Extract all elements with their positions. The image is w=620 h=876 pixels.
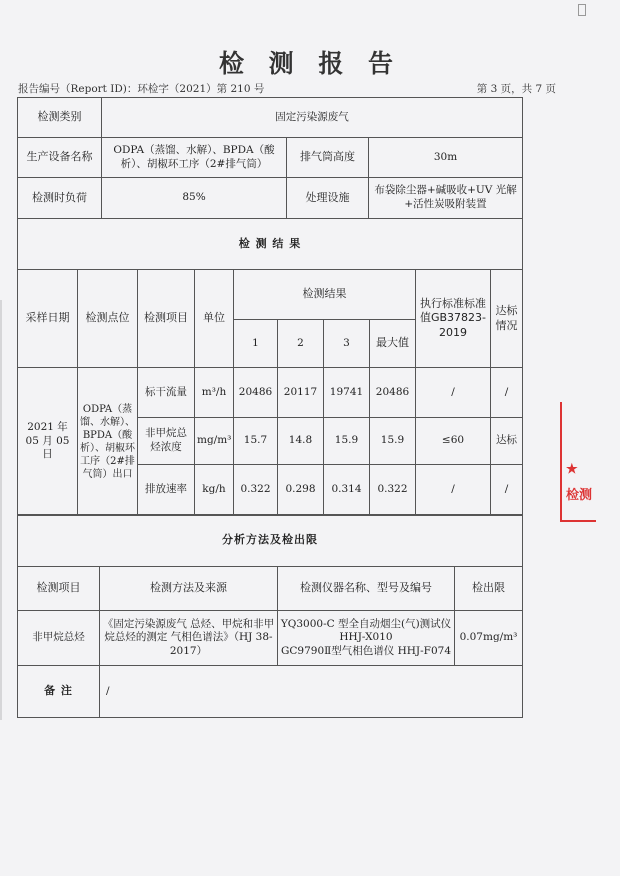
row-item: 标干流量 — [138, 368, 195, 418]
row-value-2: 14.8 — [278, 418, 324, 465]
analysis-section-title: 分析方法及检出限 — [18, 515, 523, 567]
row-unit: kg/h — [195, 465, 234, 516]
load-value: 85% — [102, 178, 287, 219]
row-unit: m³/h — [195, 368, 234, 418]
facility-label: 处理设施 — [287, 178, 369, 219]
table-row — [18, 368, 523, 418]
row-compliance: 达标 — [491, 418, 523, 465]
col-analysis-item: 检测项目 — [18, 567, 100, 611]
row-standard: / — [416, 465, 491, 516]
report-id: 报告编号（Report ID)：环检字（2021）第 210 号 — [18, 83, 265, 95]
col-test-item: 检测项目 — [138, 270, 195, 368]
sampling-point: ODPA（蒸馏、水解）、BPDA（酸析）、胡椒环工序（2#排气筒）出口 — [78, 368, 138, 516]
sub-col-max: 最大值 — [370, 320, 416, 368]
col-detection-limit: 检出限 — [455, 567, 523, 611]
analysis-method: 《固定污染源废气 总烃、甲烷和非甲烷总烃的测定 气相色谱法》（HJ 38-2017） — [100, 611, 278, 666]
row-item: 非甲烷总烃浓度 — [138, 418, 195, 465]
row-compliance: / — [491, 465, 523, 516]
info-table — [17, 97, 523, 219]
col-standard: 执行标准标准值GB37823-2019 — [416, 270, 491, 368]
load-label: 检测时负荷 — [18, 178, 102, 219]
row-value-1: 20486 — [234, 368, 278, 418]
row-standard: / — [416, 368, 491, 418]
page-number: 第 3 页，共 7 页 — [476, 83, 556, 95]
row-value-max: 0.322 — [370, 465, 416, 516]
category-label: 检测类别 — [18, 98, 102, 138]
remarks-label: 备 注 — [18, 666, 100, 718]
sub-col-3: 3 — [324, 320, 370, 368]
stamp-text: 检测 — [566, 488, 593, 503]
row-value-1: 15.7 — [234, 418, 278, 465]
row-value-max: 20486 — [370, 368, 416, 418]
category-value: 固定污染源废气 — [102, 98, 523, 138]
row-value-2: 20117 — [278, 368, 324, 418]
row-value-max: 15.9 — [370, 418, 416, 465]
col-compliance: 达标情况 — [491, 270, 523, 368]
row-value-3: 15.9 — [324, 418, 370, 465]
stack-height-label: 排气筒高度 — [287, 138, 369, 178]
sub-col-1: 1 — [234, 320, 278, 368]
page-fold — [0, 300, 2, 720]
row-value-2: 0.298 — [278, 465, 324, 516]
stack-height-value: 30m — [369, 138, 523, 178]
row-value-1: 0.322 — [234, 465, 278, 516]
col-sampling-date: 采样日期 — [18, 270, 78, 368]
col-method: 检测方法及来源 — [100, 567, 278, 611]
equipment-value: ODPA（蒸馏、水解）、BPDA（酸析）、胡椒环工序（2#排气筒） — [102, 138, 287, 178]
row-item: 排放速率 — [138, 465, 195, 516]
row-value-3: 19741 — [324, 368, 370, 418]
row-compliance: / — [491, 368, 523, 418]
col-sampling-point: 检测点位 — [78, 270, 138, 368]
col-instrument: 检测仪器名称、型号及编号 — [278, 567, 455, 611]
facility-value: 布袋除尘器+碱吸收+UV 光解+活性炭吸附装置 — [369, 178, 523, 219]
remarks-value: / — [100, 666, 523, 718]
analysis-instrument — [278, 611, 455, 666]
analysis-item: 非甲烷总烃 — [18, 611, 100, 666]
detection-limit: 0.07mg/m³ — [455, 611, 523, 666]
equipment-label: 生产设备名称 — [18, 138, 102, 178]
instrument-line-2: HHJ-X010 — [339, 631, 393, 644]
analysis-table — [17, 514, 523, 718]
results-section-title: 检 测 结 果 — [18, 219, 523, 270]
row-standard: ≤60 — [416, 418, 491, 465]
row-value-3: 0.314 — [324, 465, 370, 516]
col-test-result: 检测结果 — [234, 270, 416, 320]
sampling-date: 2021 年 05 月 05 日 — [18, 368, 78, 516]
page-corner-mark — [578, 4, 586, 16]
instrument-line-1: YQ3000-C 型全自动烟尘(气)测试仪 — [280, 617, 452, 630]
sub-col-2: 2 — [278, 320, 324, 368]
row-unit: mg/m³ — [195, 418, 234, 465]
stamp-star-icon: ★ — [566, 462, 578, 477]
col-unit: 单位 — [195, 270, 234, 368]
results-table — [17, 218, 523, 516]
inspection-stamp — [560, 402, 596, 522]
page-title: 检 测 报 告 — [218, 49, 402, 78]
instrument-line-3: GC9790Ⅱ型气相色谱仪 HHJ-F074 — [280, 644, 451, 657]
